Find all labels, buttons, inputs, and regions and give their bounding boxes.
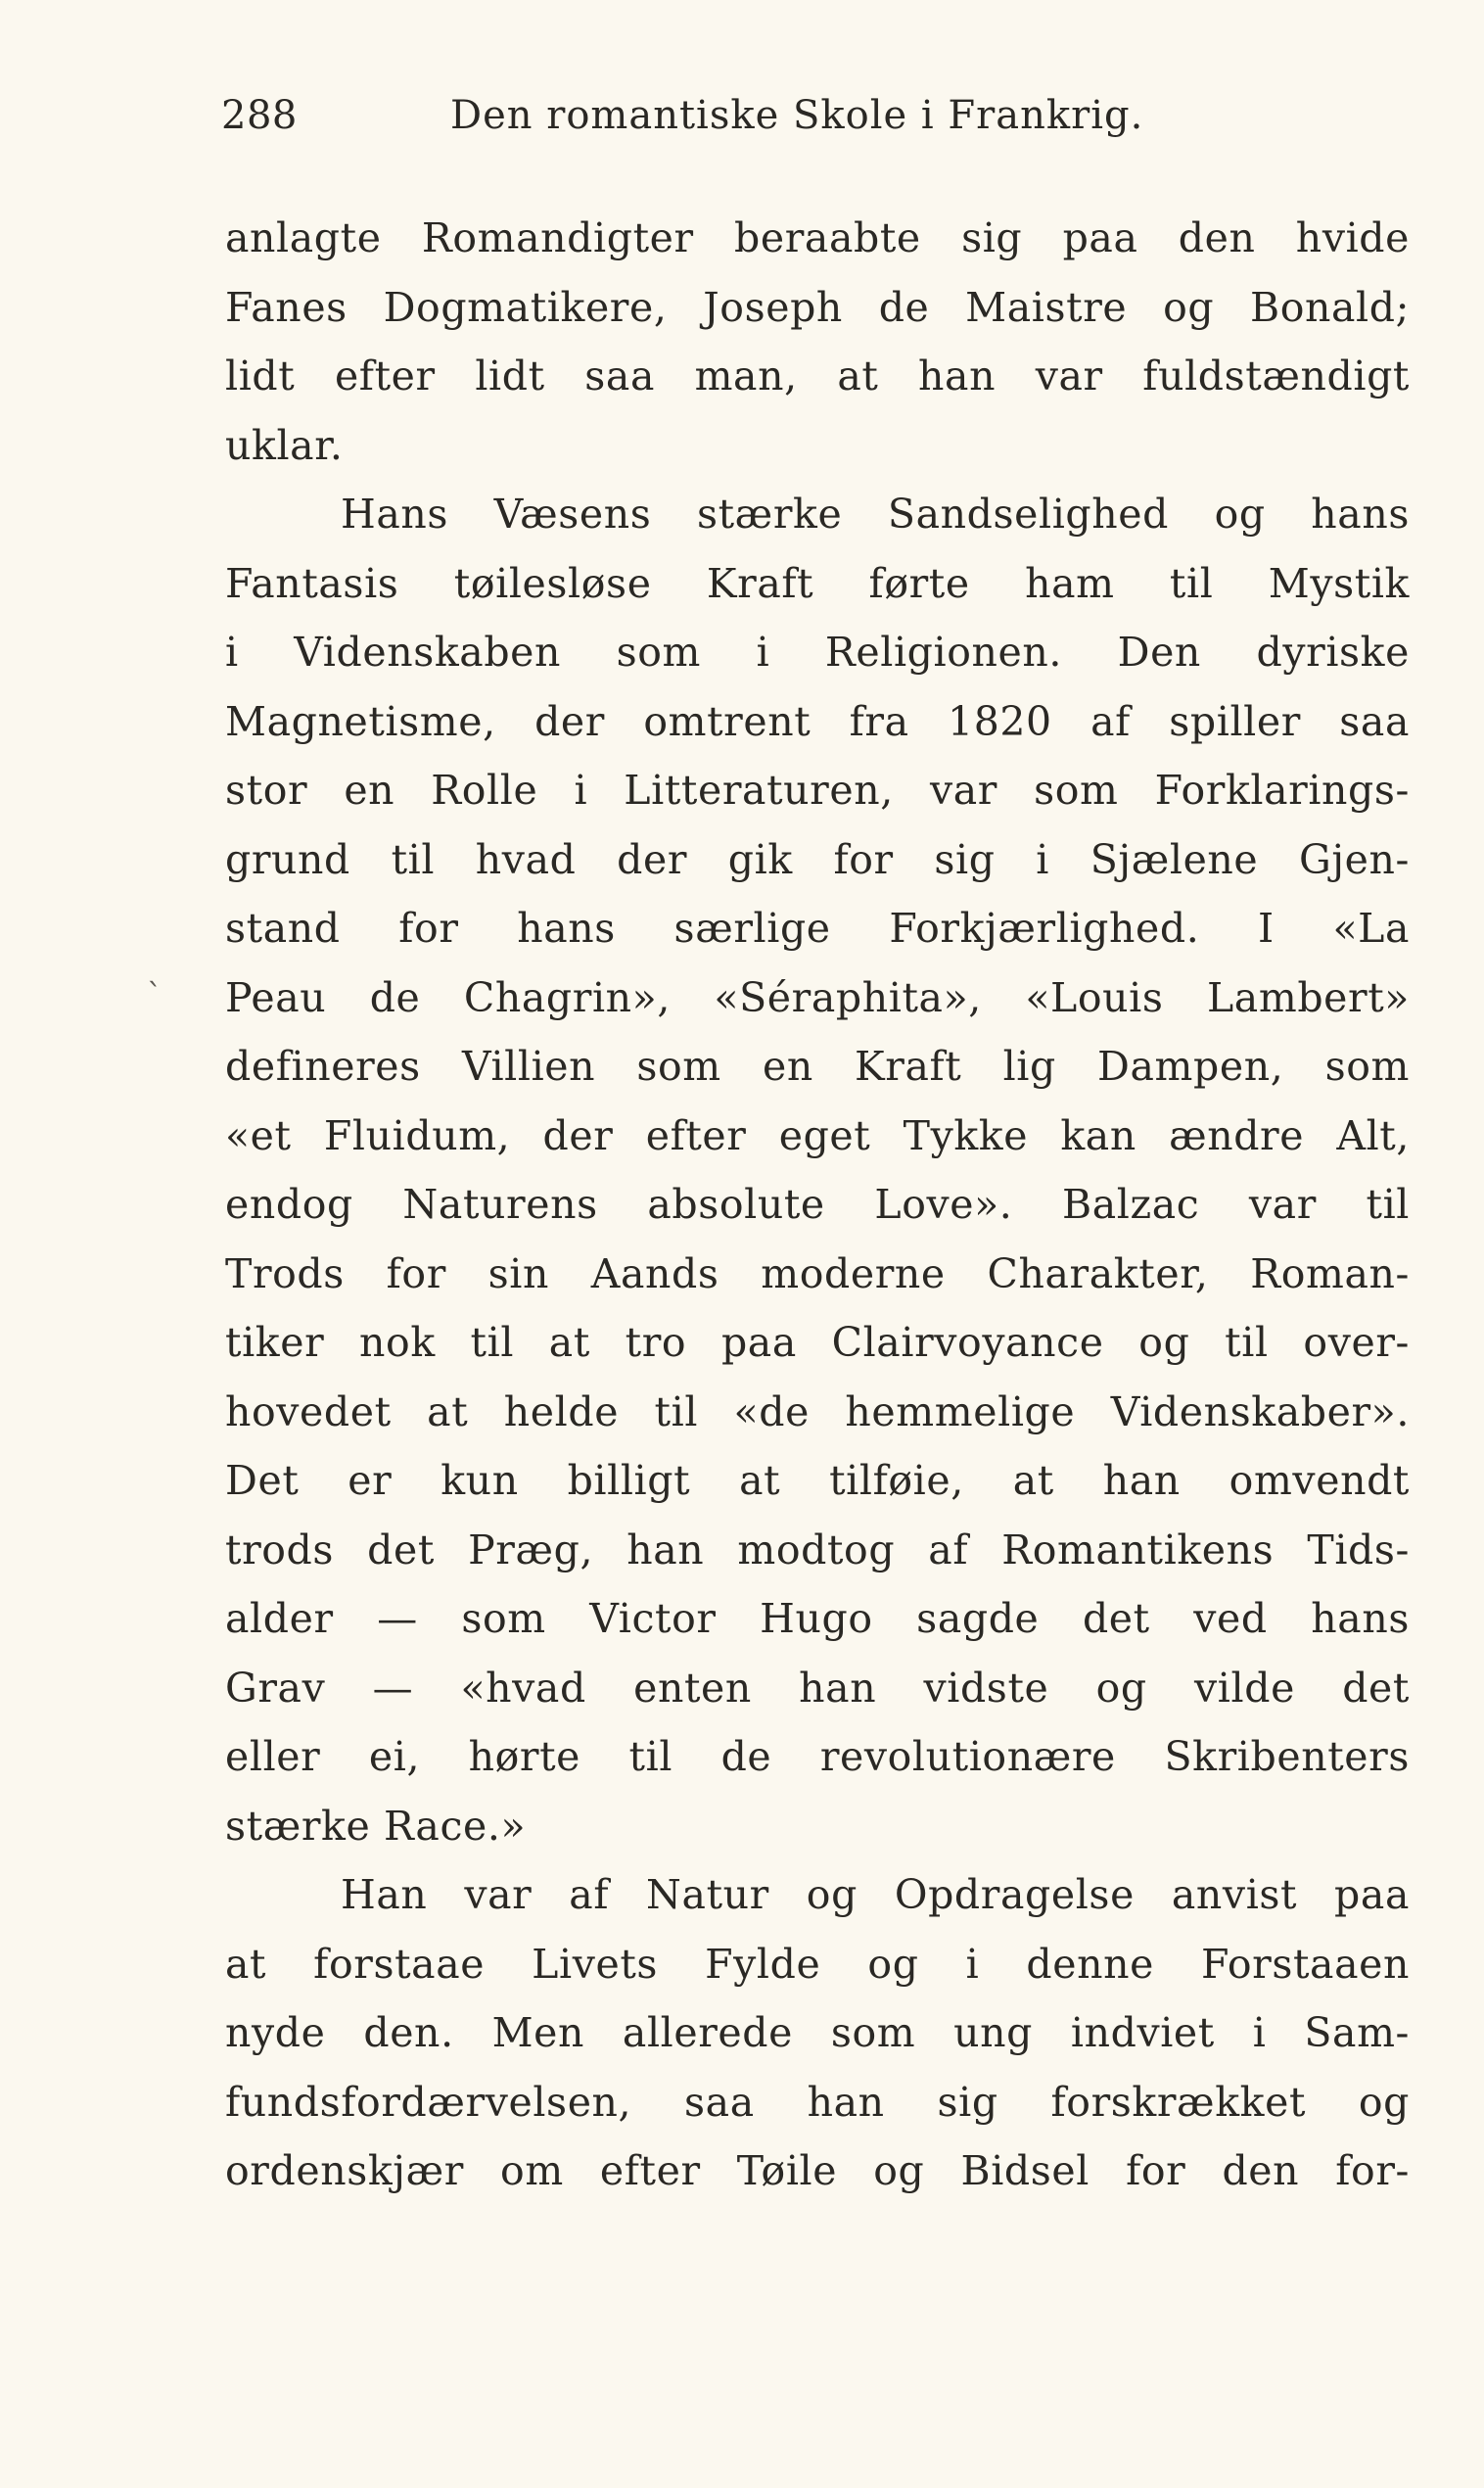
text-line: stor en Rolle i Litteraturen, var som Forklarings- [225, 767, 1410, 814]
page-number: 288 [221, 93, 298, 138]
text-line: hovedet at helde til «de hemmelige Videnskaber». [225, 1387, 1410, 1435]
margin-mark: ` [147, 976, 162, 1013]
text-line: Trods for sin Aands moderne Charakter, Roman- [225, 1249, 1410, 1297]
text-line: grund til hvad der gik for sig i Sjælene Gjen- [225, 835, 1410, 883]
text-line: Fanes Dogmatikere, Joseph de Maistre og Bonald; [225, 283, 1410, 331]
text-line: nyde den. Men allerede som ung indviet i Sam- [225, 2009, 1410, 2056]
body-text [225, 204, 1410, 2206]
text-line: Hans Væsens stærke Sandselighed og hans [341, 491, 1410, 538]
text-line: tiker nok til at tro paa Clairvoyance og til over- [225, 1319, 1410, 1366]
text-line: Peau de Chagrin», «Séraphita», «Louis Lambert» [225, 973, 1410, 1021]
text-line: stand for hans særlige Forkjærlighed. I «La [225, 905, 1410, 952]
running-title: Den romantiske Skole i Frankrig. [450, 93, 1144, 138]
text-line: defineres Villien som en Kraft lig Dampen, som [225, 1043, 1410, 1090]
text-line: alder — som Victor Hugo sagde det ved hans [225, 1595, 1410, 1642]
text-line: Han var af Natur og Opdragelse anvist paa [341, 1871, 1410, 1918]
text-line: anlagte Romandigter beraabte sig paa den hvide [225, 214, 1410, 261]
text-line: trods det Præg, han modtog af Romantikens Tids- [225, 1526, 1410, 1573]
text-line: lidt efter lidt saa man, at han var fuldstændigt [225, 352, 1410, 399]
text-line: Grav — «hvad enten han vidste og vilde det [225, 1664, 1410, 1712]
page-header [221, 86, 1200, 145]
text-line: eller ei, hørte til de revolutionære Skribenters [225, 1733, 1410, 1780]
text-line: endog Naturens absolute Love». Balzac var til [225, 1181, 1410, 1228]
text-line: Magnetisme, der omtrent fra 1820 af spiller saa [225, 697, 1410, 745]
text-line: fundsfordærvelsen, saa han sig forskrækket og [225, 2078, 1410, 2126]
text-line: i Videnskaben som i Religionen. Den dyriske [225, 629, 1410, 676]
text-line: Det er kun billigt at tilføie, at han omvendt [225, 1457, 1410, 1504]
text-line: «et Fluidum, der efter eget Tykke kan ændre Alt, [225, 1111, 1410, 1159]
text-line: at forstaae Livets Fylde og i denne Forstaaen [225, 1940, 1410, 1988]
text-line: ordenskjær om efter Tøile og Bidsel for den for- [225, 2147, 1410, 2194]
text-line: uklar. [225, 421, 344, 469]
text-line: Fantasis tøilesløse Kraft førte ham til Mystik [225, 559, 1410, 607]
text-line: stærke Race.» [225, 1802, 527, 1850]
